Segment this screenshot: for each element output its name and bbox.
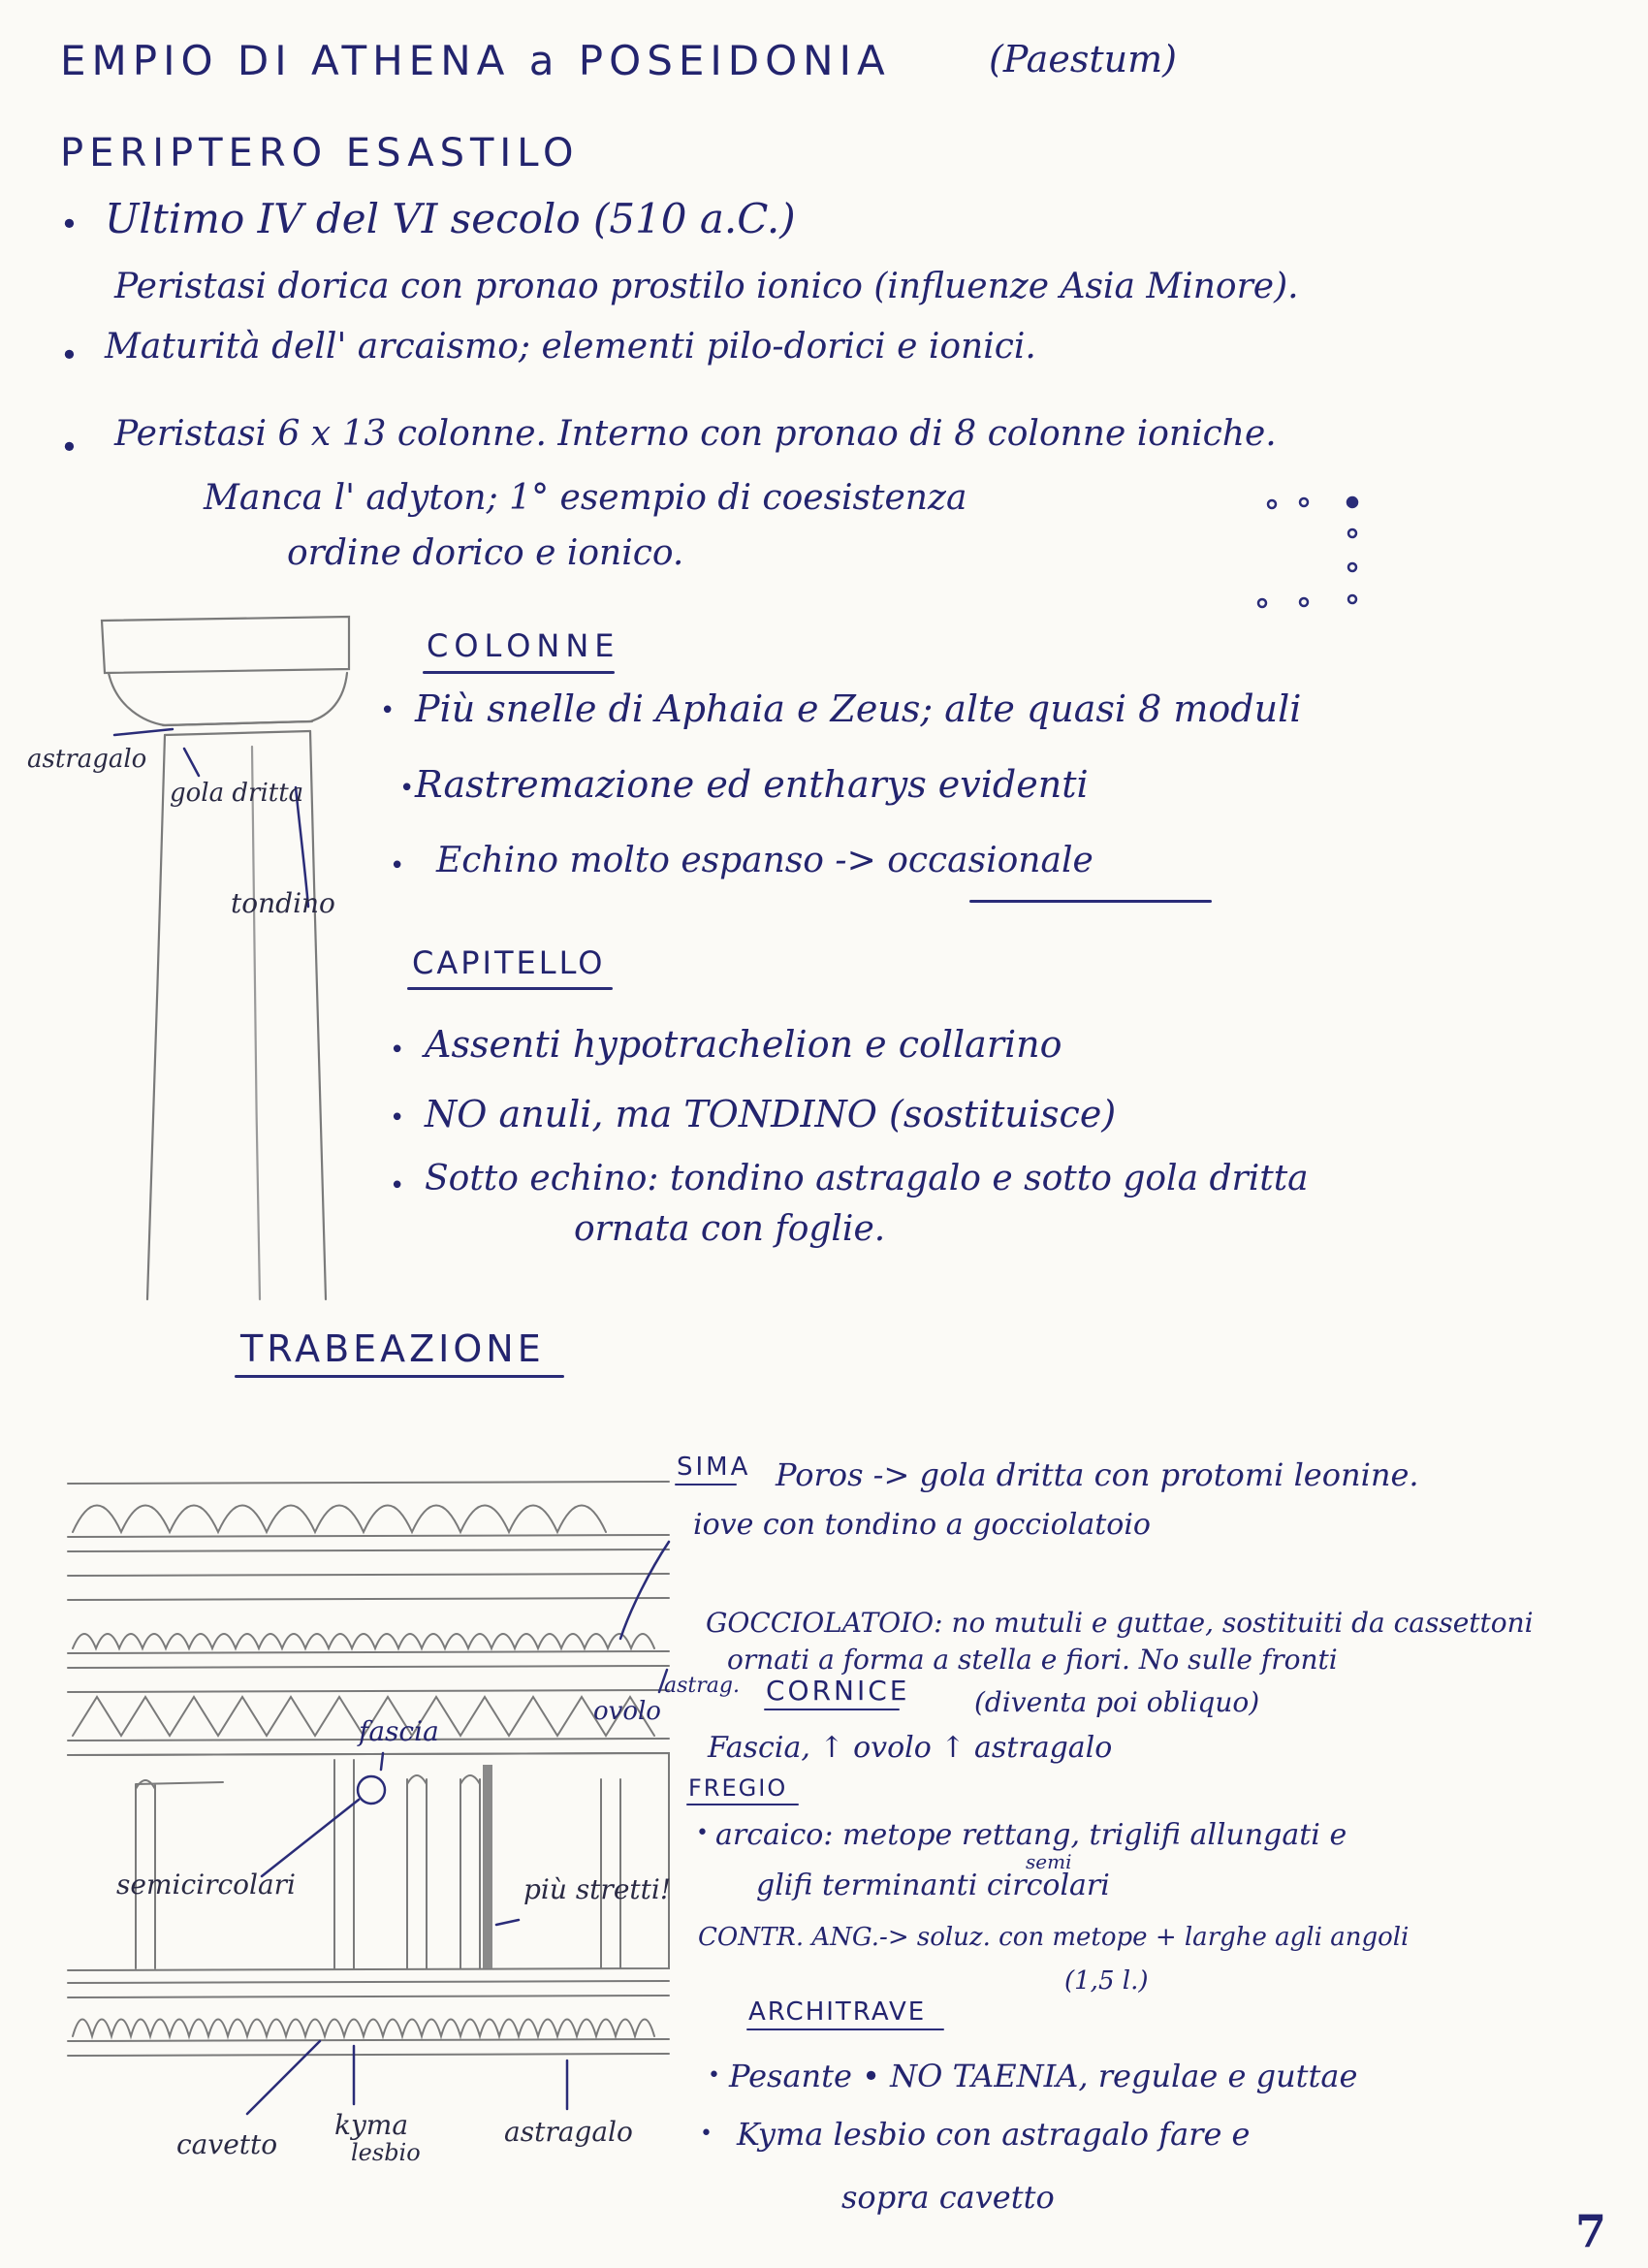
leader-iove — [620, 1542, 669, 1639]
colonne-item-2: Rastremazione ed entharys evidenti — [415, 763, 1089, 806]
sima-base-lines — [68, 1535, 669, 1600]
colonne-underline — [423, 671, 615, 674]
label-piu-stretti: più stretti! — [523, 1873, 672, 1905]
fregio-line-2: glifi terminanti circolari — [756, 1869, 1110, 1902]
bullet: • — [696, 1821, 709, 1845]
sima-text: Poros -> gola dritta con protomi leonine. — [776, 1456, 1419, 1493]
column-shaft-left — [147, 735, 165, 1299]
gocciolatoio-line-1: GOCCIOLATOIO: no mutuli e guttae, sostituiti da cassettoni — [706, 1607, 1534, 1639]
bullet: • — [390, 1103, 405, 1133]
trabeazione-heading: TRABEAZIONE — [240, 1327, 545, 1370]
page-number: 7 — [1575, 2205, 1607, 2257]
geison-dentils — [73, 1634, 654, 1648]
fregio-semi: semi — [1026, 1850, 1072, 1873]
bullet: • — [708, 2063, 720, 2088]
peristasi-line: Peristasi dorica con pronao prostilo ionico (influenze Asia Minore). — [114, 267, 1299, 306]
maturita-line: Maturità dell' arcaismo; elementi pilo-dorici e ionici. — [105, 327, 1036, 367]
leader-piu-stretti — [496, 1920, 519, 1925]
temple-type: PERIPTERO ESASTILO — [60, 131, 580, 176]
bullet: • — [700, 2122, 713, 2146]
geison-lines — [68, 1651, 669, 1692]
leader-cavetto — [247, 2041, 320, 2114]
leader-fascia — [381, 1753, 383, 1770]
bullet: • — [380, 696, 396, 725]
bullet: • — [60, 206, 79, 242]
bullet: • — [390, 1036, 405, 1065]
leader-semicircolari — [262, 1800, 359, 1876]
architrave-line-1: Pesante • NO TAENIA, regulae e guttae — [729, 2058, 1358, 2094]
fregio-label: FREGIO — [688, 1774, 788, 1802]
label-semicircolari: semicircolari — [116, 1869, 296, 1901]
sima-scallops — [73, 1506, 606, 1533]
colonne-heading: COLONNE — [427, 627, 620, 664]
label-cavetto: cavetto — [176, 2128, 278, 2160]
iove-text: iove con tondino a gocciolatoio — [693, 1508, 1151, 1542]
label-ovolo: ovolo — [593, 1697, 661, 1726]
label-astragalo: astragalo — [27, 745, 147, 774]
fregio-line-1: arcaico: metope rettang, triglifi allungati e — [715, 1818, 1347, 1852]
sima-underline — [675, 1484, 737, 1485]
sima-top-line — [68, 1482, 669, 1484]
column-shaft-right — [310, 731, 326, 1299]
label-kyma: kyma — [334, 2109, 409, 2141]
page-title: EMPIO DI ATHENA a POSEIDONIA — [60, 37, 891, 84]
sima-label: SIMA — [677, 1453, 751, 1482]
plan-diagram — [1258, 497, 1357, 607]
capitello-item-3: Sotto echino: tondino astragalo e sotto gola dritta — [425, 1159, 1309, 1198]
label-astrag: astrag. — [664, 1674, 740, 1698]
label-fascia: fascia — [359, 1715, 439, 1747]
colonne-item-3: Echino molto espanso -> occasionale — [436, 841, 1093, 880]
trabeazione-underline — [235, 1375, 564, 1378]
column-flute — [252, 747, 260, 1299]
column-abacus — [102, 617, 349, 673]
architrave-base — [68, 2039, 669, 2056]
leader-gola — [184, 749, 199, 776]
date-line: Ultimo IV del VI secolo (510 a.C.) — [105, 195, 796, 242]
architrave-underline — [746, 2028, 944, 2030]
cornice-label: CORNICE — [766, 1675, 910, 1707]
capitello-item-1: Assenti hypotrachelion e collarino — [425, 1023, 1062, 1066]
fascia-line: Fascia, ↑ ovolo ↑ astragalo — [708, 1731, 1113, 1765]
architrave-kyma — [73, 2020, 654, 2037]
bullet: • — [60, 429, 79, 465]
gocciolatoio-line-2: ornati a forma a stella e fiori. No sulle fronti — [727, 1644, 1338, 1676]
label-gola-dritta: gola dritta — [170, 779, 304, 808]
frieze-dark-stripe — [483, 1765, 492, 1968]
capitello-item-2: NO anuli, ma TONDINO (sostituisce) — [425, 1093, 1117, 1135]
column-tondino — [163, 721, 312, 735]
colonne-line-1: Peristasi 6 x 13 colonne. Interno con pronao di 8 colonne ioniche. — [114, 414, 1277, 454]
frieze-outline — [68, 1753, 672, 1970]
label-astragalo-2: astragalo — [504, 2116, 633, 2148]
cornice-paren: (diventa poi obliquo) — [974, 1686, 1260, 1718]
capitello-item-4: ornata con foglie. — [574, 1209, 886, 1249]
occasionale-underline — [969, 900, 1212, 903]
capitello-underline — [407, 987, 613, 990]
architrave-line-3: sopra cavetto — [841, 2179, 1055, 2216]
colonne-line-3: ordine dorico e ionico. — [287, 533, 684, 573]
label-lesbio: lesbio — [351, 2139, 421, 2166]
bullet: • — [390, 851, 405, 880]
fregio-line-3: CONTR. ANG.-> soluz. con metope + larghe agli angoli — [698, 1923, 1410, 1952]
bullet: • — [399, 774, 415, 803]
column-echinus — [109, 673, 347, 725]
leader-astragalo — [114, 729, 173, 735]
triglyph-2 — [334, 1760, 480, 1968]
bullet: • — [60, 336, 79, 373]
page-title-paren: (Paestum) — [989, 38, 1177, 80]
leader-circle — [358, 1776, 385, 1804]
fregio-underline — [686, 1804, 799, 1805]
fregio-line-4: (1,5 l.) — [1064, 1966, 1149, 1996]
architrave-line-2: Kyma lesbio con astragalo fare e — [737, 2116, 1251, 2153]
colonne-line-2: Manca l' adyton; 1° esempio di coesistenza — [204, 478, 967, 518]
cornice-underline — [764, 1709, 900, 1710]
colonne-item-1: Più snelle di Aphaia e Zeus; alte quasi 8 moduli — [415, 687, 1302, 730]
capitello-heading: CAPITELLO — [412, 944, 606, 981]
architrave-label: ARCHITRAVE — [748, 1997, 927, 2027]
label-tondino: tondino — [231, 887, 335, 919]
architrave-lines — [68, 1981, 669, 1997]
bullet: • — [390, 1171, 405, 1200]
